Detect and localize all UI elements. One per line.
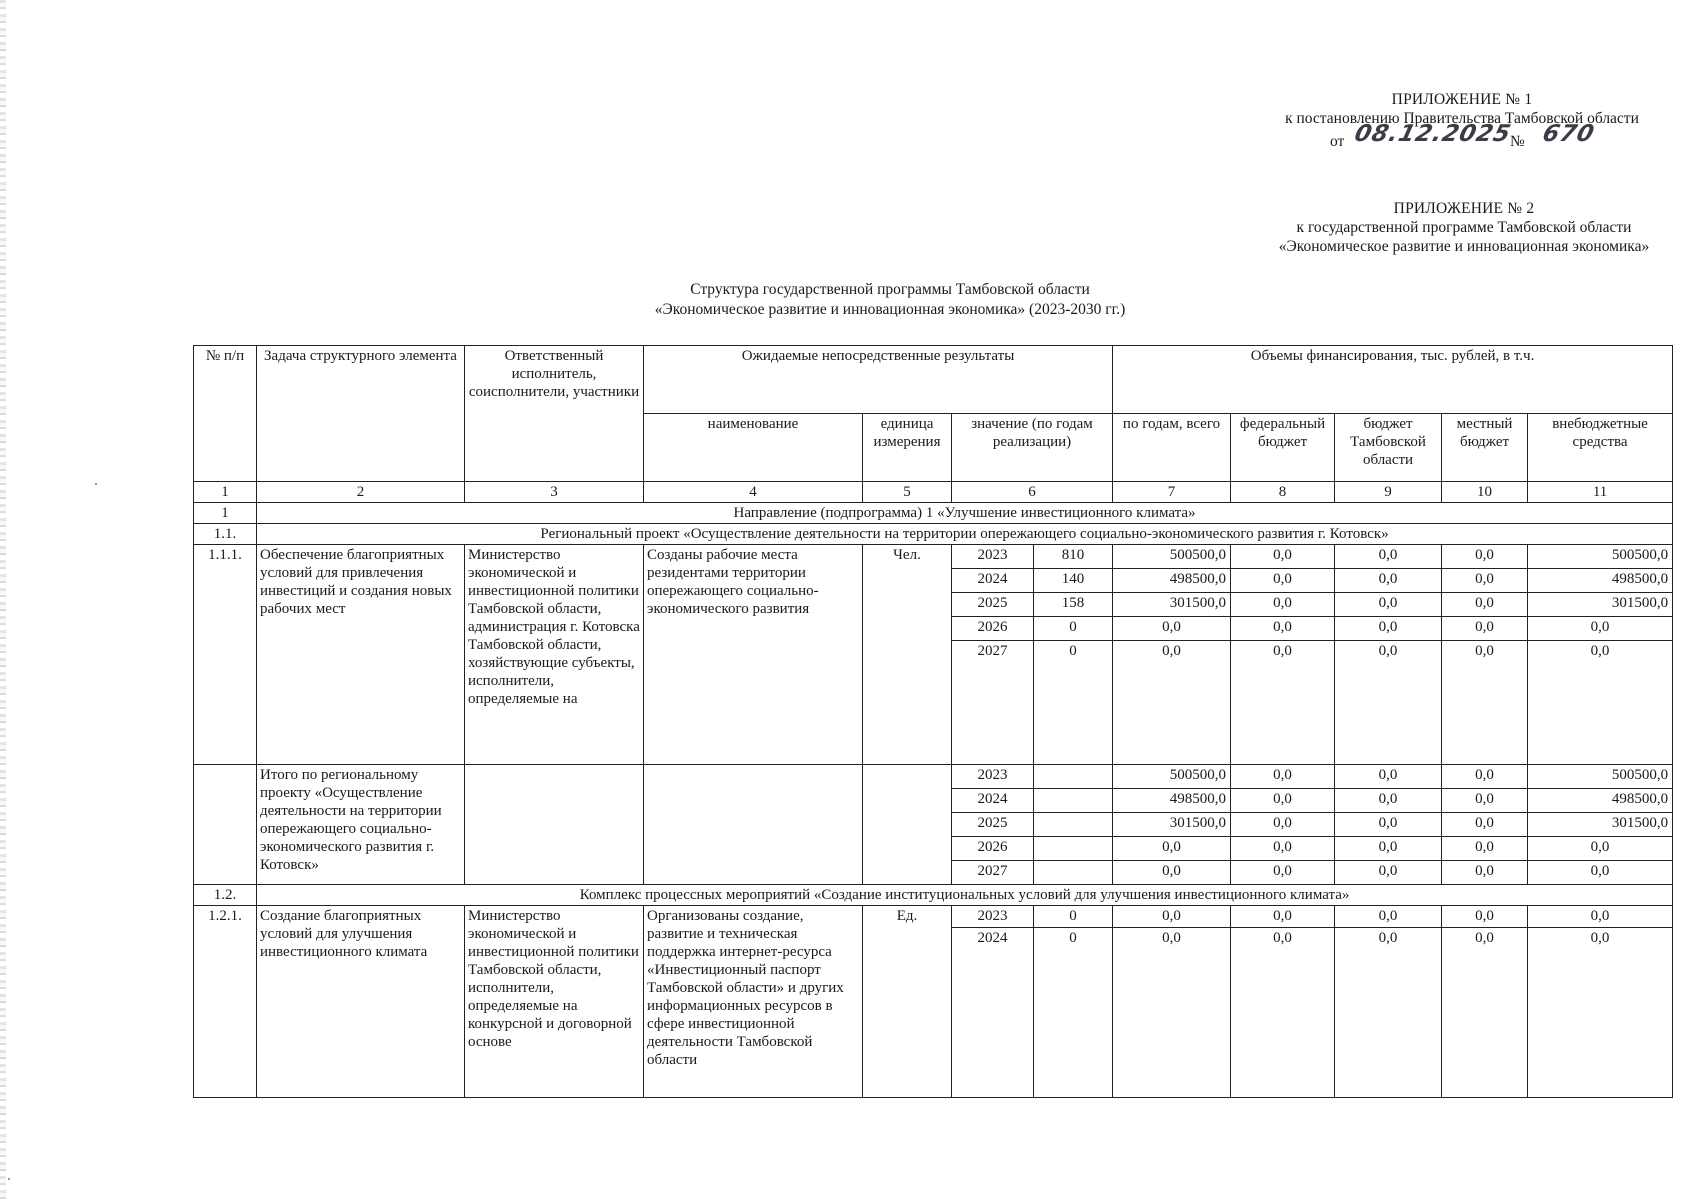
item-111-result: Созданы рабочие места резидентами территории опережающего социально-экономического развития [644, 545, 863, 765]
local-cell: 0,0 [1442, 545, 1528, 569]
federal-cell: 0,0 [1231, 765, 1335, 789]
header-num: № п/п [194, 346, 257, 482]
value-cell: 0 [1034, 617, 1113, 641]
regional-cell: 0,0 [1335, 593, 1442, 617]
regional-cell: 0,0 [1335, 837, 1442, 861]
column-number: 6 [952, 482, 1113, 503]
direction-title: Направление (подпрограмма) 1 «Улучшение инвестиционного климата» [257, 503, 1673, 524]
local-cell: 0,0 [1442, 569, 1528, 593]
complex-num: 1.2. [194, 885, 257, 906]
handwritten-number: 670 [1539, 121, 1598, 147]
appendix-1-line: к постановлению Правительства Тамбовской области [1285, 110, 1639, 127]
extra-cell: 0,0 [1528, 861, 1673, 885]
project-row [194, 524, 1673, 545]
local-cell: 0,0 [1442, 861, 1528, 885]
total-cell: 0,0 [1113, 928, 1231, 1098]
column-number-row [194, 482, 1673, 503]
item-121-task: Создание благоприятных условий для улучшения инвестиционного климата [257, 906, 465, 1098]
value-cell-empty [1034, 789, 1113, 813]
header-total: по годам, всего [1113, 414, 1231, 482]
header-results-group: Ожидаемые непосредственные результаты [644, 346, 1113, 414]
local-cell: 0,0 [1442, 617, 1528, 641]
project-total-label: Итого по региональному проекту «Осуществление деятельности на территории опережающего социально-экономического развития г. Котовск» [257, 765, 465, 885]
table-row [194, 765, 1673, 789]
column-number: 8 [1231, 482, 1335, 503]
total-num-empty [194, 765, 257, 885]
total-cell: 500500,0 [1113, 545, 1231, 569]
federal-cell: 0,0 [1231, 545, 1335, 569]
column-number: 3 [465, 482, 644, 503]
value-cell: 140 [1034, 569, 1113, 593]
document-title [520, 280, 1260, 320]
regional-cell: 0,0 [1335, 545, 1442, 569]
year-cell: 2024 [952, 569, 1034, 593]
date-prefix: от [1330, 133, 1345, 150]
appendix-1-heading: ПРИЛОЖЕНИЕ № 1 [1391, 91, 1533, 108]
table-row [194, 545, 1673, 569]
extra-cell: 0,0 [1528, 641, 1673, 765]
item-111-unit: Чел. [863, 545, 952, 765]
value-cell: 0 [1034, 641, 1113, 765]
regional-cell: 0,0 [1335, 928, 1442, 1098]
header-unit: единица измерения [863, 414, 952, 482]
item-111-executor: Министерство экономической и инвестиционной политики Тамбовской области, администрация г. Котовска Тамбовской области, хозяйствующие субъекты, исполнители, определяемые на [465, 545, 644, 765]
year-cell: 2024 [952, 789, 1034, 813]
regional-cell: 0,0 [1335, 861, 1442, 885]
column-number: 7 [1113, 482, 1231, 503]
number-prefix: № [1510, 133, 1525, 150]
local-cell: 0,0 [1442, 837, 1528, 861]
extra-cell: 301500,0 [1528, 813, 1673, 837]
regional-cell: 0,0 [1335, 617, 1442, 641]
extra-cell: 500500,0 [1528, 765, 1673, 789]
total-cell: 498500,0 [1113, 569, 1231, 593]
year-cell: 2023 [952, 545, 1034, 569]
column-number: 2 [257, 482, 465, 503]
extra-cell: 301500,0 [1528, 593, 1673, 617]
header-executor: Ответственный исполнитель, соисполнители, участники [465, 346, 644, 482]
value-cell: 158 [1034, 593, 1113, 617]
appendix-1-block [1247, 90, 1677, 152]
local-cell: 0,0 [1442, 813, 1528, 837]
extra-cell: 0,0 [1528, 906, 1673, 928]
regional-cell: 0,0 [1335, 789, 1442, 813]
year-cell: 2025 [952, 813, 1034, 837]
federal-cell: 0,0 [1231, 569, 1335, 593]
federal-cell: 0,0 [1231, 837, 1335, 861]
federal-cell: 0,0 [1231, 593, 1335, 617]
year-cell: 2023 [952, 765, 1034, 789]
value-cell: 810 [1034, 545, 1113, 569]
total-cell: 0,0 [1113, 906, 1231, 928]
extra-cell: 0,0 [1528, 928, 1673, 1098]
extra-cell: 498500,0 [1528, 789, 1673, 813]
local-cell: 0,0 [1442, 789, 1528, 813]
extra-cell: 498500,0 [1528, 569, 1673, 593]
document-title-line2: «Экономическое развитие и инновационная экономика» (2023-2030 гг.) [654, 301, 1126, 318]
value-cell: 0 [1034, 906, 1113, 928]
complex-title: Комплекс процессных мероприятий «Создание институциональных условий для улучшения инвестиционного климата» [257, 885, 1673, 906]
regional-cell: 0,0 [1335, 813, 1442, 837]
federal-cell: 0,0 [1231, 617, 1335, 641]
project-num: 1.1. [194, 524, 257, 545]
federal-cell: 0,0 [1231, 813, 1335, 837]
regional-cell: 0,0 [1335, 569, 1442, 593]
year-cell: 2026 [952, 617, 1034, 641]
table-row [194, 906, 1673, 928]
appendix-2-heading: ПРИЛОЖЕНИЕ № 2 [1393, 200, 1535, 217]
appendix-1-date-line [1247, 121, 1677, 152]
header-task: Задача структурного элемента [257, 346, 465, 482]
total-cell: 0,0 [1113, 617, 1231, 641]
appendix-2-block [1249, 199, 1679, 256]
extra-cell: 0,0 [1528, 837, 1673, 861]
total-cell: 498500,0 [1113, 789, 1231, 813]
program-structure-table [193, 345, 1673, 1098]
year-cell: 2027 [952, 641, 1034, 765]
header-federal: федеральный бюджет [1231, 414, 1335, 482]
total-cell: 301500,0 [1113, 593, 1231, 617]
total-cell: 0,0 [1113, 861, 1231, 885]
value-cell: 0 [1034, 928, 1113, 1098]
year-cell: 2027 [952, 861, 1034, 885]
local-cell: 0,0 [1442, 641, 1528, 765]
direction-num: 1 [194, 503, 257, 524]
local-cell: 0,0 [1442, 593, 1528, 617]
project-title: Региональный проект «Осуществление деятельности на территории опережающего социально-экономического развития г. Котовск» [257, 524, 1673, 545]
regional-cell: 0,0 [1335, 906, 1442, 928]
column-number: 10 [1442, 482, 1528, 503]
federal-cell: 0,0 [1231, 906, 1335, 928]
total-cell: 301500,0 [1113, 813, 1231, 837]
total-unit-empty [863, 765, 952, 885]
header-regional: бюджет Тамбовской области [1335, 414, 1442, 482]
document-title-line1: Структура государственной программы Тамбовской области [690, 281, 1090, 298]
extra-cell: 500500,0 [1528, 545, 1673, 569]
complex-row [194, 885, 1673, 906]
item-111-num: 1.1.1. [194, 545, 257, 765]
total-cell: 0,0 [1113, 641, 1231, 765]
year-cell: 2026 [952, 837, 1034, 861]
value-cell-empty [1034, 861, 1113, 885]
federal-cell: 0,0 [1231, 789, 1335, 813]
year-cell: 2023 [952, 906, 1034, 928]
header-result-name: наименование [644, 414, 863, 482]
local-cell: 0,0 [1442, 765, 1528, 789]
regional-cell: 0,0 [1335, 641, 1442, 765]
appendix-2-line1: к государственной программе Тамбовской области [1296, 219, 1632, 236]
header-value: значение (по годам реализации) [952, 414, 1113, 482]
year-cell: 2024 [952, 928, 1034, 1098]
extra-cell: 0,0 [1528, 617, 1673, 641]
appendix-2-line2: «Экономическое развитие и инновационная экономика» [1278, 238, 1650, 255]
regional-cell: 0,0 [1335, 765, 1442, 789]
scan-edge [0, 0, 6, 1200]
direction-row [194, 503, 1673, 524]
column-number: 9 [1335, 482, 1442, 503]
value-cell-empty [1034, 837, 1113, 861]
column-number: 5 [863, 482, 952, 503]
federal-cell: 0,0 [1231, 641, 1335, 765]
header-extra: внебюджетные средства [1528, 414, 1673, 482]
item-121-num: 1.2.1. [194, 906, 257, 1098]
local-cell: 0,0 [1442, 928, 1528, 1098]
handwritten-date: 08.12.2025 [1351, 121, 1514, 147]
local-cell: 0,0 [1442, 906, 1528, 928]
total-cell: 500500,0 [1113, 765, 1231, 789]
value-cell-empty [1034, 813, 1113, 837]
scan-speck [95, 483, 97, 485]
item-121-unit: Ед. [863, 906, 952, 1098]
year-cell: 2025 [952, 593, 1034, 617]
total-cell: 0,0 [1113, 837, 1231, 861]
header-local: местный бюджет [1442, 414, 1528, 482]
federal-cell: 0,0 [1231, 928, 1335, 1098]
column-number: 4 [644, 482, 863, 503]
header-row-1 [194, 346, 1673, 414]
item-121-result: Организованы создание, развитие и техническая поддержка интернет-ресурса «Инвестиционный паспорт Тамбовской области» и других информационных ресурсов в сфере инвестиционной деятельности Тамбовской области [644, 906, 863, 1098]
total-executor-empty [465, 765, 644, 885]
federal-cell: 0,0 [1231, 861, 1335, 885]
column-number: 1 [194, 482, 257, 503]
item-121-executor: Министерство экономической и инвестиционной политики Тамбовской области, исполнители, определяемые на конкурсной и договорной основе [465, 906, 644, 1098]
total-result-empty [644, 765, 863, 885]
value-cell-empty [1034, 765, 1113, 789]
column-number: 11 [1528, 482, 1673, 503]
item-111-task: Обеспечение благоприятных условий для привлечения инвестиций и создания новых рабочих мест [257, 545, 465, 765]
header-funding-group: Объемы финансирования, тыс. рублей, в т.ч. [1113, 346, 1673, 414]
scan-speck [8, 1178, 10, 1180]
